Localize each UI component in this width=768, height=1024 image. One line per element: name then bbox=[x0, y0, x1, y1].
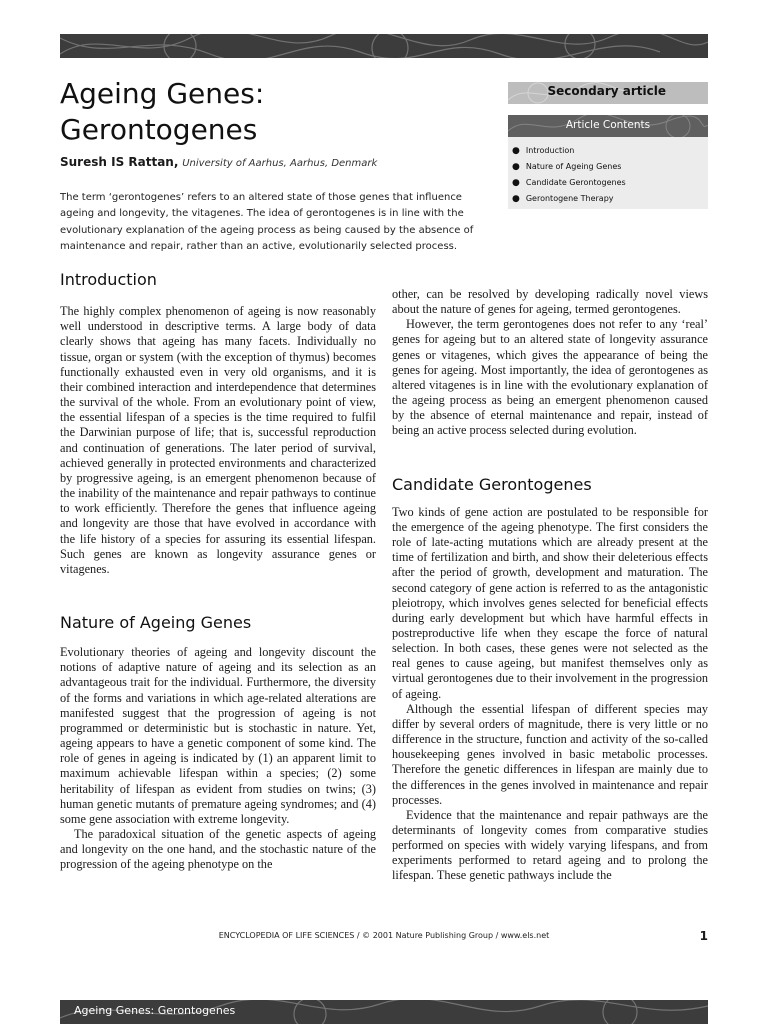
contents-item-introduction[interactable] bbox=[512, 143, 708, 159]
footer-citation: ENCYCLOPEDIA OF LIFE SCIENCES / © 2001 Nature Publishing Group / www.els.net bbox=[218, 931, 550, 940]
contents-item-label: Introduction bbox=[525, 146, 575, 155]
candidate-paragraph-3: Evidence that the maintenance and repair pathways are the determinants of longevity comes from comparative studies performed on species with widely varying lifespans, and from experiments performed to retard ageing and to prolong the lifespan. These genetic pathways include the bbox=[392, 807, 708, 883]
article-contents-box bbox=[508, 115, 708, 209]
contents-item-candidate-gerontogenes[interactable] bbox=[512, 175, 708, 191]
contents-item-label: Gerontogene Therapy bbox=[525, 194, 614, 203]
right-column bbox=[392, 287, 708, 884]
author-name: Suresh IS Rattan, bbox=[60, 155, 179, 169]
title-line-2: Gerontogenes bbox=[60, 113, 258, 146]
title-line-1: Ageing Genes: bbox=[60, 77, 265, 110]
bullet-icon: ● bbox=[512, 162, 520, 172]
secondary-article-badge bbox=[508, 82, 708, 104]
nature-paragraph-1: Evolutionary theories of ageing and longevity discount the notions of adaptive nature of ageing and its selection as an advantageous trait for the individual. Furthermore, the diversity of the forms and variations in which age-related alterations are manifested suggest that the progression of ageing is not programmed or deterministic but is stochastic in nature. Yet, ageing appears to have a genetic component of some kind. The role of genes in ageing is indicated by (1) an apparent limit to maximum achievable lifespan within a species; (2) some heritability of lifespan as evident from studies on twins; (3) human genetic mutants of premature ageing syndromes; and (4) some gene association with extreme longevity. bbox=[60, 645, 376, 826]
candidate-paragraph-1: Two kinds of gene action are postulated to be responsible for the emergence of the ageing phenotype. The first considers the role of late-acting mutations which are already present at the time of fertilization and birth, and show their deleterious effects after the period of growth, development and maturation. The second category of gene action is referred to as the antagonistic pleiotropy, which involves genes selected for beneficial effects during early development but which have harmful effects in postreproductive life when they escape the force of natural selection. In both cases, these genes were not selected as the real genes to cause ageing, but manifest themselves only as virtual gerontogenes due to their involvement in the progression of ageing. bbox=[392, 504, 708, 701]
nature-paragraph-2-continued: other, can be resolved by developing radically novel views about the nature of genes for ageing, termed gerontogenes. bbox=[392, 287, 708, 317]
header-decorative-band bbox=[60, 34, 708, 58]
author-line bbox=[60, 155, 377, 169]
bullet-icon: ● bbox=[512, 146, 520, 156]
abstract: The term ‘gerontogenes’ refers to an altered state of those genes that influence ageing and longevity, the vitagenes. The idea of gerontogenes is in line with the evolutionary explanation of the ageing process as being caused by the absence of maintenance and repair, rather than an active, evolutionarily selected process. bbox=[60, 192, 474, 252]
left-column bbox=[60, 272, 376, 872]
nature-paragraph-3: However, the term gerontogenes does not refer to any ‘real’ genes for ageing but to an altered state of longevity assurance genes or vitagenes, which gives the appearance of being the genes for ageing. Most importantly, the idea of gerontogenes as altered vitagenes is in line with the evolutionary explanation of the ageing process as being an emergent phenomenon caused by the absence of eternal maintenance and repair, instead of being an active process selected during evolution. bbox=[392, 317, 708, 438]
contents-item-label: Nature of Ageing Genes bbox=[525, 162, 622, 171]
running-head: Ageing Genes: Gerontogenes bbox=[74, 1004, 236, 1017]
section-heading-candidate-gerontogenes: Candidate Gerontogenes bbox=[392, 474, 592, 494]
page-number: 1 bbox=[699, 929, 708, 943]
footer-decorative-band bbox=[60, 1000, 708, 1024]
section-heading-introduction: Introduction bbox=[60, 270, 157, 289]
section-heading-nature-of-ageing-genes: Nature of Ageing Genes bbox=[60, 612, 252, 632]
article-contents-header bbox=[508, 115, 708, 137]
introduction-paragraph: The highly complex phenomenon of ageing is now reasonably well understood in descriptive terms. A large body of data clearly shows that ageing has many facets. Individually no tissue, organ or system (with the exception of thymus) becomes functionally exhausted even in very old organisms, and it is their combined interaction and interdependence that determines the survival of the whole. From an evolutionary point of view, the essential lifespan of a species is the time required to fulfil the Darwinian purpose of life; that is, successful reproduction and continuation of generations. The later period of survival, achieved generally in protected environments and characterized by progressive ageing, is an emergent phenomenon because of the inability of the maintenance and repair pathways to continue to work efficiently. Therefore the genes that influence ageing and longevity are those that have evolved in accordance with the life history of a species for assuring its essential lifespan. Such genes are known as longevity assurance genes or vitagenes. bbox=[60, 304, 376, 576]
bullet-icon: ● bbox=[512, 194, 520, 204]
nature-paragraph-2: The paradoxical situation of the genetic aspects of ageing and longevity on the one hand, and the stochastic nature of the progression of the ageing phenotype on the bbox=[60, 827, 376, 872]
article-contents-list bbox=[508, 137, 708, 207]
secondary-article-label: Secondary article bbox=[547, 84, 666, 98]
contents-item-label: Candidate Gerontogenes bbox=[525, 178, 626, 187]
author-affiliation: University of Aarhus, Aarhus, Denmark bbox=[182, 158, 378, 169]
contents-item-nature-of-ageing-genes[interactable] bbox=[512, 159, 708, 175]
candidate-paragraph-2: Although the essential lifespan of different species may differ by several orders of magnitude, there is very little or no difference in the structure, function and activity of the so-called housekeeping genes involved in basic metabolic processes. Therefore the genetic differences in lifespan are mainly due to the differences in the genes involved in maintenance and repair processes. bbox=[392, 701, 708, 807]
contents-item-gerontogene-therapy[interactable] bbox=[512, 191, 708, 207]
swirl-pattern bbox=[60, 34, 708, 58]
bullet-icon: ● bbox=[512, 178, 520, 188]
article-contents-title: Article Contents bbox=[565, 119, 651, 131]
article-title bbox=[60, 76, 480, 148]
